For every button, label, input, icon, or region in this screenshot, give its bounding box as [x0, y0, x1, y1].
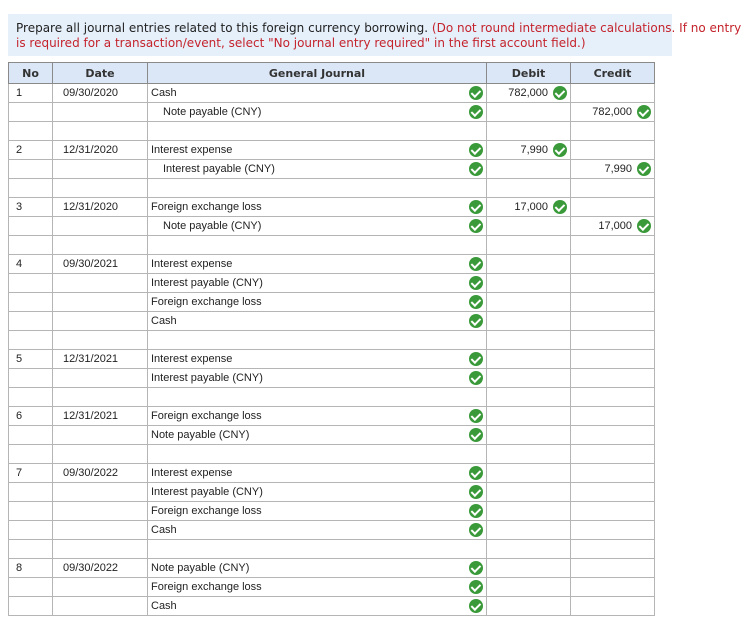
- check-circle-icon: [469, 561, 483, 575]
- entry-number: 7: [9, 464, 53, 483]
- empty-cell: [487, 445, 571, 464]
- entry-number: [9, 597, 53, 616]
- check-circle-icon: [469, 276, 483, 290]
- spacer-row: [9, 540, 655, 559]
- entry-number: [9, 578, 53, 597]
- empty-cell: [487, 388, 571, 407]
- check-circle-icon: [469, 200, 483, 214]
- table-row: [9, 521, 655, 540]
- entry-date[interactable]: [53, 578, 148, 597]
- empty-cell: [487, 540, 571, 559]
- table-row: [9, 559, 655, 578]
- debit-field[interactable]: [487, 407, 571, 426]
- journal-table: [8, 62, 655, 616]
- empty-cell: [148, 540, 487, 559]
- empty-cell: [148, 388, 487, 407]
- check-circle-icon: [469, 219, 483, 233]
- debit-field[interactable]: [487, 103, 571, 122]
- credit-field[interactable]: [571, 160, 655, 179]
- table-row: [9, 483, 655, 502]
- account-name: Foreign exchange loss: [151, 410, 262, 422]
- empty-cell: [9, 122, 53, 141]
- account-name: Foreign exchange loss: [151, 581, 262, 593]
- credit-field[interactable]: [571, 559, 655, 578]
- account-name: Note payable (CNY): [151, 562, 250, 574]
- entry-number: 2: [9, 141, 53, 160]
- table-row: [9, 141, 655, 160]
- table-row: [9, 464, 655, 483]
- check-circle-icon: [469, 314, 483, 328]
- account-name: Cash: [151, 600, 177, 612]
- check-circle-icon: [553, 200, 567, 214]
- debit-field[interactable]: [487, 578, 571, 597]
- entry-date[interactable]: 12/31/2021: [53, 407, 148, 426]
- debit-field[interactable]: [487, 198, 571, 217]
- entry-date[interactable]: [53, 597, 148, 616]
- table-row: [9, 369, 655, 388]
- entry-date[interactable]: 09/30/2022: [53, 559, 148, 578]
- empty-cell: [53, 445, 148, 464]
- account-name: Note payable (CNY): [163, 220, 262, 232]
- credit-field[interactable]: [571, 597, 655, 616]
- debit-field[interactable]: [487, 369, 571, 388]
- empty-cell: [571, 540, 655, 559]
- empty-cell: [148, 179, 487, 198]
- check-circle-icon: [469, 295, 483, 309]
- account-field[interactable]: [148, 255, 487, 274]
- entry-date[interactable]: [53, 293, 148, 312]
- account-field[interactable]: [148, 217, 487, 236]
- entry-number: 1: [9, 84, 53, 103]
- empty-cell: [53, 331, 148, 350]
- account-name: Interest expense: [151, 144, 233, 156]
- debit-field[interactable]: [487, 521, 571, 540]
- entry-number: [9, 312, 53, 331]
- entry-number: 6: [9, 407, 53, 426]
- table-row: [9, 160, 655, 179]
- header-credit: Credit: [571, 63, 655, 84]
- entry-date[interactable]: [53, 274, 148, 293]
- debit-field[interactable]: [487, 597, 571, 616]
- account-field[interactable]: [148, 274, 487, 293]
- empty-cell: [9, 331, 53, 350]
- account-field[interactable]: [148, 483, 487, 502]
- debit-field[interactable]: [487, 502, 571, 521]
- table-row: [9, 597, 655, 616]
- account-field[interactable]: [148, 312, 487, 331]
- check-circle-icon: [469, 485, 483, 499]
- entry-number: [9, 103, 53, 122]
- empty-cell: [9, 540, 53, 559]
- table-row: [9, 407, 655, 426]
- entry-date[interactable]: 09/30/2022: [53, 464, 148, 483]
- entry-date[interactable]: [53, 160, 148, 179]
- account-name: Interest payable (CNY): [151, 277, 263, 289]
- credit-field[interactable]: [571, 312, 655, 331]
- account-name: Interest payable (CNY): [163, 163, 275, 175]
- credit-field[interactable]: [571, 274, 655, 293]
- credit-field[interactable]: [571, 350, 655, 369]
- credit-field[interactable]: [571, 198, 655, 217]
- empty-cell: [148, 122, 487, 141]
- account-name: Interest expense: [151, 467, 233, 479]
- account-name: Cash: [151, 87, 177, 99]
- empty-cell: [148, 331, 487, 350]
- credit-field[interactable]: [571, 103, 655, 122]
- table-row: [9, 312, 655, 331]
- credit-amount: 782,000: [592, 106, 632, 118]
- account-name: Foreign exchange loss: [151, 201, 262, 213]
- table-row: [9, 426, 655, 445]
- account-name: Cash: [151, 524, 177, 536]
- entry-number: [9, 521, 53, 540]
- entry-number: 5: [9, 350, 53, 369]
- credit-field[interactable]: [571, 483, 655, 502]
- journal-body: [9, 84, 655, 616]
- debit-field[interactable]: [487, 483, 571, 502]
- entry-date[interactable]: 09/30/2021: [53, 255, 148, 274]
- table-row: [9, 217, 655, 236]
- table-row: [9, 84, 655, 103]
- credit-field[interactable]: [571, 141, 655, 160]
- account-field[interactable]: [148, 103, 487, 122]
- entry-number: 4: [9, 255, 53, 274]
- empty-cell: [571, 445, 655, 464]
- spacer-row: [9, 236, 655, 255]
- check-circle-icon: [637, 162, 651, 176]
- header-date: Date: [53, 63, 148, 84]
- check-circle-icon: [469, 523, 483, 537]
- table-row: [9, 198, 655, 217]
- credit-field[interactable]: [571, 369, 655, 388]
- entry-number: [9, 217, 53, 236]
- empty-cell: [571, 236, 655, 255]
- debit-field[interactable]: [487, 274, 571, 293]
- account-field[interactable]: [148, 578, 487, 597]
- table-row: [9, 274, 655, 293]
- account-name: Interest expense: [151, 353, 233, 365]
- check-circle-icon: [637, 219, 651, 233]
- account-field[interactable]: [148, 464, 487, 483]
- table-row: [9, 502, 655, 521]
- credit-field[interactable]: [571, 502, 655, 521]
- entry-number: [9, 160, 53, 179]
- entry-date[interactable]: [53, 369, 148, 388]
- debit-field[interactable]: [487, 141, 571, 160]
- debit-field[interactable]: [487, 426, 571, 445]
- account-field[interactable]: [148, 198, 487, 217]
- debit-field[interactable]: [487, 312, 571, 331]
- entry-number: 3: [9, 198, 53, 217]
- entry-date[interactable]: 09/30/2020: [53, 84, 148, 103]
- credit-field[interactable]: [571, 426, 655, 445]
- account-field[interactable]: [148, 426, 487, 445]
- credit-field[interactable]: [571, 407, 655, 426]
- account-field[interactable]: [148, 407, 487, 426]
- debit-field[interactable]: [487, 293, 571, 312]
- check-circle-icon: [469, 257, 483, 271]
- entry-date[interactable]: 12/31/2021: [53, 350, 148, 369]
- credit-field[interactable]: [571, 578, 655, 597]
- table-row: [9, 103, 655, 122]
- empty-cell: [148, 236, 487, 255]
- entry-date[interactable]: [53, 312, 148, 331]
- check-circle-icon: [553, 143, 567, 157]
- debit-amount: 7,990: [520, 144, 548, 156]
- debit-amount: 17,000: [514, 201, 548, 213]
- credit-amount: 7,990: [604, 163, 632, 175]
- entry-number: [9, 426, 53, 445]
- credit-field[interactable]: [571, 293, 655, 312]
- entry-number: [9, 369, 53, 388]
- debit-field[interactable]: [487, 255, 571, 274]
- spacer-row: [9, 388, 655, 407]
- empty-cell: [53, 122, 148, 141]
- empty-cell: [9, 388, 53, 407]
- check-circle-icon: [469, 105, 483, 119]
- instructions-box: [8, 14, 741, 56]
- check-circle-icon: [469, 504, 483, 518]
- entry-date[interactable]: [53, 103, 148, 122]
- account-field[interactable]: [148, 502, 487, 521]
- entry-number: 8: [9, 559, 53, 578]
- check-circle-icon: [469, 162, 483, 176]
- empty-cell: [487, 179, 571, 198]
- empty-cell: [9, 445, 53, 464]
- credit-field[interactable]: [571, 255, 655, 274]
- account-name: Interest expense: [151, 258, 233, 270]
- check-circle-icon: [469, 599, 483, 613]
- account-name: Foreign exchange loss: [151, 296, 262, 308]
- table-row: [9, 578, 655, 597]
- debit-field[interactable]: [487, 350, 571, 369]
- entry-date[interactable]: 12/31/2020: [53, 198, 148, 217]
- empty-cell: [571, 331, 655, 350]
- instructions-note: (Do not round intermediate calculations. If no entry: [431, 21, 741, 35]
- header-general-journal: General Journal: [148, 63, 487, 84]
- check-circle-icon: [469, 428, 483, 442]
- spacer-row: [9, 179, 655, 198]
- empty-cell: [53, 388, 148, 407]
- check-circle-icon: [469, 371, 483, 385]
- account-name: Note payable (CNY): [151, 429, 250, 441]
- account-field[interactable]: [148, 141, 487, 160]
- entry-date[interactable]: [53, 426, 148, 445]
- empty-cell: [487, 122, 571, 141]
- instructions-note-continued: is required for a transaction/event, select "No journal entry required" in the first account field.): [16, 36, 586, 50]
- empty-cell: [571, 388, 655, 407]
- credit-field[interactable]: [571, 521, 655, 540]
- empty-cell: [9, 236, 53, 255]
- check-circle-icon: [469, 580, 483, 594]
- table-header-row: [9, 63, 655, 84]
- account-field[interactable]: [148, 521, 487, 540]
- spacer-row: [9, 331, 655, 350]
- empty-cell: [487, 236, 571, 255]
- empty-cell: [571, 179, 655, 198]
- account-field[interactable]: [148, 597, 487, 616]
- entry-date[interactable]: 12/31/2020: [53, 141, 148, 160]
- account-name: Interest payable (CNY): [151, 372, 263, 384]
- spacer-row: [9, 445, 655, 464]
- table-row: [9, 350, 655, 369]
- check-circle-icon: [469, 466, 483, 480]
- debit-field[interactable]: [487, 464, 571, 483]
- check-circle-icon: [469, 143, 483, 157]
- empty-cell: [148, 445, 487, 464]
- empty-cell: [571, 122, 655, 141]
- credit-amount: 17,000: [598, 220, 632, 232]
- empty-cell: [53, 179, 148, 198]
- entry-number: [9, 502, 53, 521]
- empty-cell: [53, 540, 148, 559]
- credit-field[interactable]: [571, 464, 655, 483]
- header-debit: Debit: [487, 63, 571, 84]
- check-circle-icon: [637, 105, 651, 119]
- empty-cell: [9, 179, 53, 198]
- account-field[interactable]: [148, 84, 487, 103]
- entry-date[interactable]: [53, 483, 148, 502]
- entry-number: [9, 483, 53, 502]
- account-name: Interest payable (CNY): [151, 486, 263, 498]
- entry-number: [9, 293, 53, 312]
- check-circle-icon: [469, 409, 483, 423]
- entry-date[interactable]: [53, 521, 148, 540]
- table-row: [9, 293, 655, 312]
- credit-field[interactable]: [571, 217, 655, 236]
- debit-field[interactable]: [487, 559, 571, 578]
- entry-number: [9, 274, 53, 293]
- account-name: Cash: [151, 315, 177, 327]
- debit-field[interactable]: [487, 160, 571, 179]
- table-row: [9, 255, 655, 274]
- instructions-text: Prepare all journal entries related to this foreign currency borrowing.: [16, 21, 429, 35]
- account-field[interactable]: [148, 559, 487, 578]
- spacer-row: [9, 122, 655, 141]
- account-name: Note payable (CNY): [163, 106, 262, 118]
- credit-field[interactable]: [571, 84, 655, 103]
- empty-cell: [53, 236, 148, 255]
- entry-date[interactable]: [53, 502, 148, 521]
- account-field[interactable]: [148, 369, 487, 388]
- entry-date[interactable]: [53, 217, 148, 236]
- check-circle-icon: [553, 86, 567, 100]
- account-field[interactable]: [148, 293, 487, 312]
- header-no: No: [9, 63, 53, 84]
- debit-amount: 782,000: [508, 87, 548, 99]
- account-field[interactable]: [148, 160, 487, 179]
- check-circle-icon: [469, 352, 483, 366]
- debit-field[interactable]: [487, 217, 571, 236]
- empty-cell: [487, 331, 571, 350]
- check-circle-icon: [469, 86, 483, 100]
- debit-field[interactable]: [487, 84, 571, 103]
- account-field[interactable]: [148, 350, 487, 369]
- account-name: Foreign exchange loss: [151, 505, 262, 517]
